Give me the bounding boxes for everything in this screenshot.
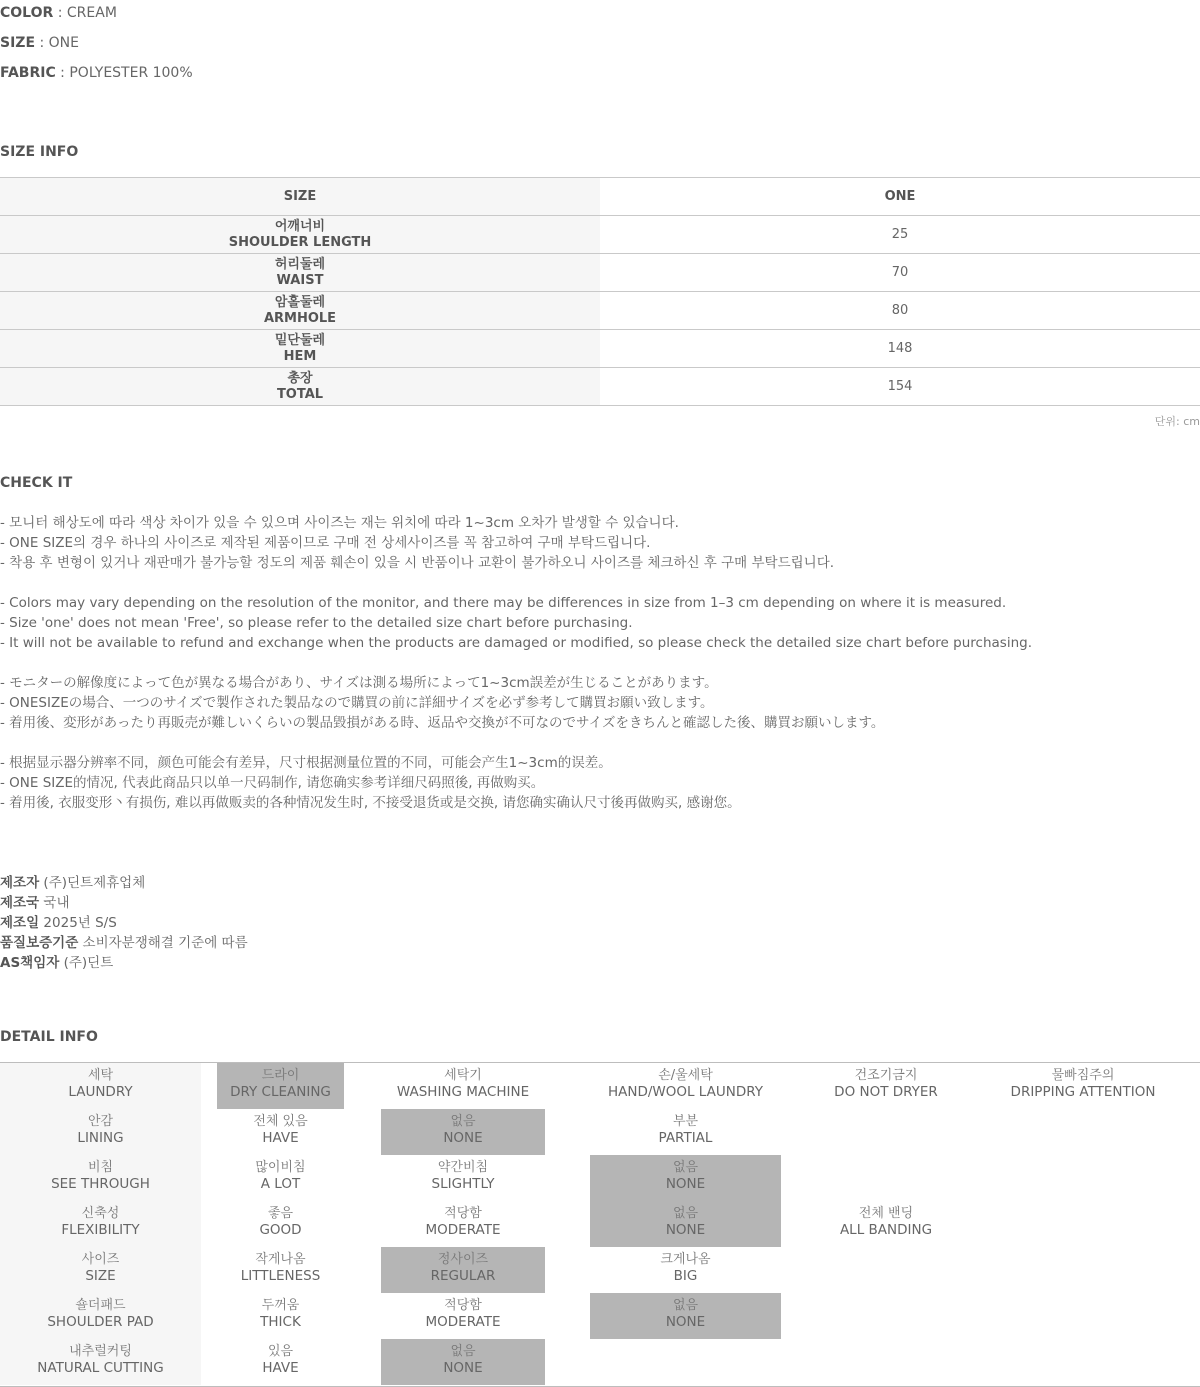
- detail-option: [217, 1155, 344, 1201]
- mfg-line: [0, 933, 248, 953]
- option-en: NONE: [443, 1130, 483, 1146]
- option-en: WASHING MACHINE: [396, 1084, 530, 1100]
- detail-head-natural-cutting: [0, 1339, 201, 1385]
- option-en: HAND/WOOL LAUNDRY: [607, 1084, 764, 1100]
- label-en: SHOULDER LENGTH: [228, 234, 372, 250]
- detail-option: [217, 1293, 344, 1339]
- option-en: MODERATE: [425, 1222, 501, 1238]
- spec-fabric-key: FABRIC: [0, 65, 56, 81]
- detail-head-laundry: [0, 1063, 201, 1109]
- mfg-value: 2025년 S/S: [43, 915, 117, 931]
- option-en: DO NOT DRYER: [834, 1084, 938, 1100]
- detail-option: [381, 1293, 545, 1339]
- option-ko: 드라이: [261, 1068, 300, 1083]
- note-line: - ONE SIZE的情况, 代表此商品只以单一尺码制作, 请您确实参考详细尺码照後, 再做购买。: [0, 775, 545, 791]
- head-en: FLEXIBILITY: [61, 1222, 140, 1238]
- option-en: NONE: [665, 1314, 706, 1330]
- option-ko: 많이비침: [255, 1160, 306, 1175]
- option-ko: 물빠짐주의: [1051, 1068, 1115, 1083]
- option-en: DRIPPING ATTENTION: [1010, 1084, 1156, 1100]
- mfg-line: [0, 953, 248, 973]
- spec-fabric-value: POLYESTER 100%: [69, 65, 193, 81]
- spec-color: [0, 5, 117, 21]
- mfg-key: 제조일: [0, 915, 40, 931]
- mfg-value: 소비자분쟁해결 기준에 따름: [82, 935, 248, 951]
- size-unit: 단위: cm: [1154, 415, 1200, 428]
- spec-color-value: CREAM: [66, 5, 117, 21]
- table-row: [0, 254, 1200, 292]
- spec-sep: :: [53, 5, 67, 21]
- size-row-label: [0, 292, 600, 330]
- label-ko: 암홀둘레: [274, 294, 326, 310]
- spec-fabric: [0, 65, 193, 81]
- detail-option: [381, 1247, 545, 1293]
- option-en: MODERATE: [425, 1314, 501, 1330]
- option-en: PARTIAL: [658, 1130, 713, 1146]
- option-en: HAVE: [262, 1130, 299, 1146]
- detail-head-flexibility: [0, 1201, 201, 1247]
- option-en: NONE: [665, 1222, 706, 1238]
- detail-grid: [0, 1062, 1200, 1387]
- table-row: [0, 330, 1200, 368]
- option-ko: 좋음: [267, 1206, 294, 1221]
- detail-head-size: [0, 1247, 201, 1293]
- note-line: - Size 'one' does not mean 'Free', so please refer to the detailed size chart before purchasing.: [0, 615, 633, 631]
- detail-option: [381, 1339, 545, 1385]
- option-ko: 있음: [267, 1344, 294, 1359]
- head-ko: 내추럴커팅: [69, 1344, 132, 1359]
- option-en: NONE: [665, 1176, 706, 1192]
- option-en: DRY CLEANING: [230, 1084, 331, 1100]
- option-en: GOOD: [259, 1222, 302, 1238]
- option-en: HAVE: [262, 1360, 299, 1376]
- option-en: SLIGHTLY: [431, 1176, 495, 1192]
- label-ko: 총장: [287, 370, 313, 386]
- table-row: [0, 292, 1200, 330]
- detail-option: [790, 1201, 982, 1247]
- head-ko: 안감: [87, 1114, 114, 1129]
- option-ko: 작게나옴: [255, 1252, 306, 1267]
- note-line: - 根据显示器分辨率不同，颜色可能会有差异，尺寸根据测量位置的不同，可能会产生1~3cm的误差。: [0, 755, 612, 771]
- check-it-title: CHECK IT: [0, 475, 73, 491]
- label-ko: 허리둘레: [274, 256, 326, 272]
- head-en: NATURAL CUTTING: [37, 1360, 164, 1376]
- size-header-label: SIZE: [0, 178, 600, 216]
- mfg-value: (주)딘트: [63, 955, 114, 971]
- note-line: [0, 573, 1032, 593]
- mfg-key: 품질보증기준: [0, 935, 79, 951]
- table-row: [0, 216, 1200, 254]
- detail-option: [590, 1293, 781, 1339]
- note-line: [0, 653, 1032, 673]
- size-row-value: 148: [600, 330, 1200, 368]
- detail-option: [217, 1109, 344, 1155]
- size-row-value: 70: [600, 254, 1200, 292]
- head-ko: 사이즈: [81, 1252, 120, 1267]
- note-line: - 着用後, 衣服变形丶有损伤, 难以再做贩卖的各种情况发生时, 不接受退货或是交换, 请您确实确认尺寸後再做购买, 感谢您。: [0, 795, 741, 811]
- option-ko: 적당함: [444, 1298, 482, 1313]
- option-ko: 전체 밴딩: [858, 1206, 914, 1221]
- option-en: A LOT: [260, 1176, 301, 1192]
- mfg-line: [0, 873, 248, 893]
- mfg-value: (주)딘트제휴업체: [43, 875, 146, 891]
- detail-info-title: DETAIL INFO: [0, 1029, 98, 1045]
- option-ko: 전체 있음: [253, 1114, 308, 1129]
- detail-option: [381, 1109, 545, 1155]
- detail-option: [590, 1201, 781, 1247]
- manufacturer-info: [0, 873, 248, 973]
- option-en: ALL BANDING: [839, 1222, 933, 1238]
- detail-option: [590, 1247, 781, 1293]
- size-header-value: ONE: [600, 178, 1200, 216]
- head-en: SIZE: [85, 1268, 116, 1284]
- head-en: SHOULDER PAD: [47, 1314, 154, 1330]
- mfg-line: [0, 913, 248, 933]
- option-ko: 적당함: [444, 1206, 482, 1221]
- option-ko: 두꺼움: [261, 1298, 300, 1313]
- spec-sep: :: [35, 35, 49, 51]
- note-line: - モニターの解像度によって色が異なる場合があり、サイズは測る場所によって1~3cm誤差が生じることがあります。: [0, 675, 718, 691]
- note-line: - 착용 후 변형이 있거나 재판매가 불가능할 정도의 제품 훼손이 있을 시 반품이나 교환이 불가하오니 사이즈를 체크하신 후 구매 부탁드립니다.: [0, 555, 835, 571]
- option-ko: 정사이즈: [437, 1252, 489, 1267]
- option-en: BIG: [673, 1268, 698, 1284]
- spec-size: [0, 35, 79, 51]
- option-ko: 없음: [672, 1206, 699, 1221]
- head-en: LINING: [77, 1130, 124, 1146]
- mfg-key: 제조국: [0, 895, 40, 911]
- detail-option: [381, 1201, 545, 1247]
- size-table: [0, 177, 1200, 406]
- note-line: [0, 733, 1032, 753]
- note-line: - 모니터 해상도에 따라 색상 차이가 있을 수 있으며 사이즈는 재는 위치에 따라 1~3cm 오차가 발생할 수 있습니다.: [0, 515, 679, 531]
- note-line: - Colors may vary depending on the resolution of the monitor, and there may be differences in size from 1–3 cm depending on where it is measured.: [0, 595, 1007, 611]
- spec-sep: :: [55, 65, 70, 81]
- detail-option: [984, 1063, 1182, 1109]
- option-ko: 없음: [672, 1160, 699, 1175]
- mfg-key: 제조자: [0, 875, 40, 891]
- head-ko: 비침: [87, 1160, 114, 1175]
- detail-option: [790, 1063, 982, 1109]
- note-line: - ONE SIZE의 경우 하나의 사이즈로 제작된 제품이므로 구매 전 상세사이즈를 꼭 참고하여 구매 부탁드립니다.: [0, 535, 651, 551]
- spec-size-key: SIZE: [0, 35, 36, 51]
- detail-option: [590, 1063, 781, 1109]
- check-it-notes: [0, 513, 1032, 813]
- head-ko: 세탁: [87, 1068, 114, 1083]
- detail-head-lining: [0, 1109, 201, 1155]
- label-ko: 밑단둘레: [274, 332, 326, 348]
- option-en: NONE: [443, 1360, 483, 1376]
- size-row-label: [0, 330, 600, 368]
- label-en: TOTAL: [276, 386, 324, 402]
- size-row-value: 25: [600, 216, 1200, 254]
- note-line: - It will not be available to refund and exchange when the products are damaged or modified, so please check the detailed size chart before purchasing.: [0, 635, 1032, 651]
- label-ko: 어깨너비: [274, 218, 326, 234]
- note-line: - ONESIZEの場合、一つのサイズで製作された製品なので購買の前に詳細サイズを必ず参考して購買お願い致します。: [0, 695, 714, 711]
- size-row-label: [0, 254, 600, 292]
- option-ko: 부분: [672, 1114, 699, 1129]
- size-row-label: [0, 216, 600, 254]
- detail-head-see-through: [0, 1155, 201, 1201]
- option-en: REGULAR: [430, 1268, 496, 1284]
- option-ko: 손/울세탁: [658, 1068, 713, 1083]
- detail-head-shoulder-pad: [0, 1293, 201, 1339]
- size-row-label: [0, 368, 600, 406]
- option-ko: 건조기금지: [854, 1068, 918, 1083]
- detail-option: [217, 1063, 344, 1109]
- head-en: SEE THROUGH: [51, 1176, 150, 1192]
- detail-option: [217, 1247, 344, 1293]
- label-en: HEM: [283, 348, 317, 364]
- head-ko: 숄더패드: [75, 1298, 126, 1313]
- detail-option: [381, 1063, 545, 1109]
- mfg-value: 국내: [43, 895, 70, 911]
- option-en: LITTLENESS: [240, 1268, 321, 1284]
- label-en: ARMHOLE: [263, 310, 337, 326]
- mfg-line: [0, 893, 248, 913]
- detail-option: [590, 1155, 781, 1201]
- size-table-header: [0, 178, 1200, 216]
- spec-size-value: ONE: [48, 35, 79, 51]
- size-info-title: SIZE INFO: [0, 144, 79, 160]
- option-en: THICK: [260, 1314, 301, 1330]
- label-en: WAIST: [276, 272, 324, 288]
- option-ko: 크게나옴: [660, 1252, 711, 1267]
- option-ko: 없음: [672, 1298, 699, 1313]
- option-ko: 없음: [450, 1114, 476, 1129]
- option-ko: 세탁기: [444, 1068, 482, 1083]
- detail-option: [590, 1109, 781, 1155]
- detail-option: [217, 1201, 344, 1247]
- option-ko: 약간비침: [437, 1160, 489, 1175]
- table-row: [0, 368, 1200, 406]
- spec-color-key: COLOR: [0, 5, 54, 21]
- note-line: - 着用後、変形があったり再販売が難しいくらいの製品毀損がある時、返品や交換が不可なのでサイズをきちんと確認した後、購買お願いします。: [0, 715, 885, 731]
- mfg-key: AS책임자: [0, 955, 60, 971]
- head-ko: 신축성: [81, 1206, 120, 1221]
- detail-option: [381, 1155, 545, 1201]
- size-row-value: 154: [600, 368, 1200, 406]
- option-ko: 없음: [450, 1344, 476, 1359]
- head-en: LAUNDRY: [68, 1084, 133, 1100]
- detail-option: [217, 1339, 344, 1385]
- size-row-value: 80: [600, 292, 1200, 330]
